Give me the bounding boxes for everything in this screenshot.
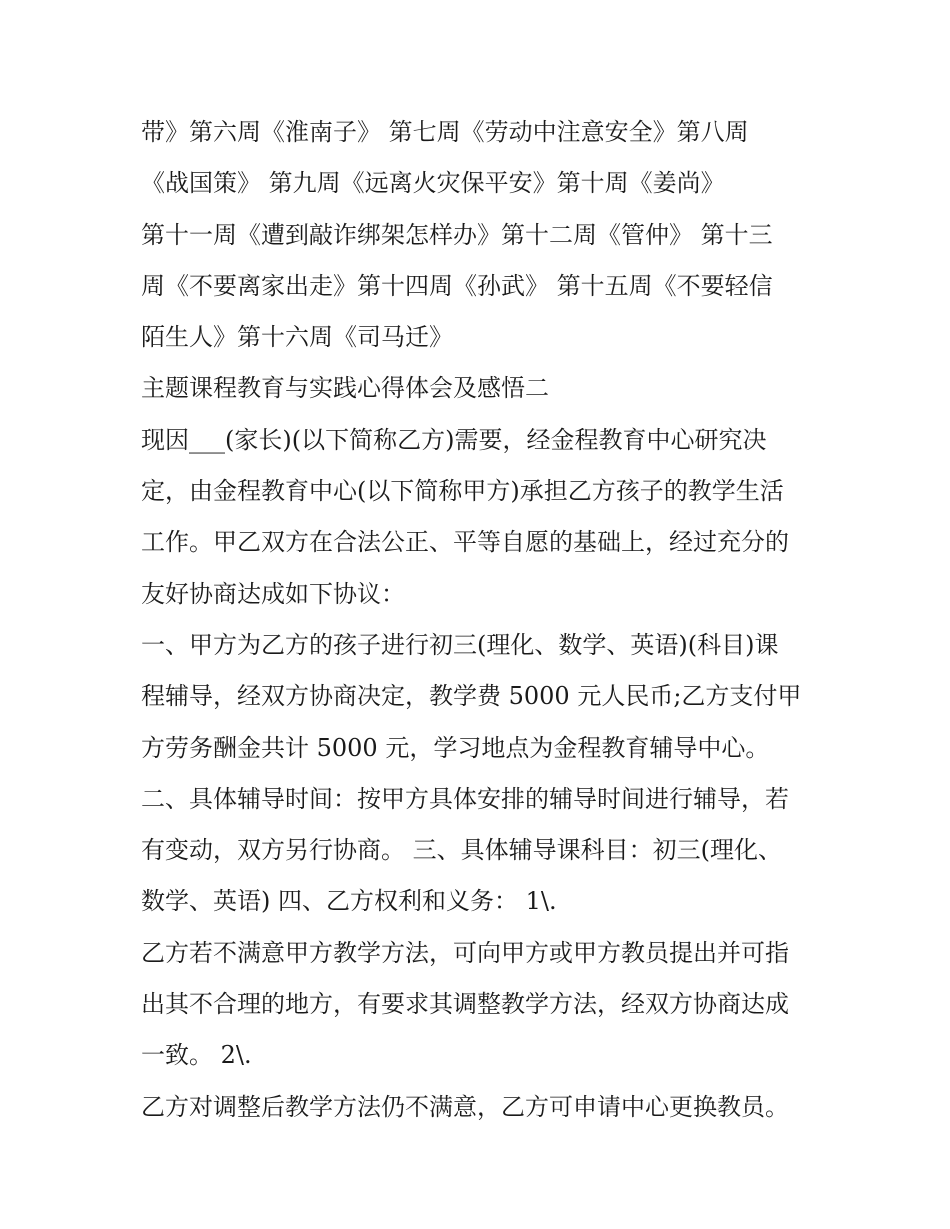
document-body [141,107,821,1133]
section-heading: 主题课程教育与实践心得体会及感悟二 [141,374,549,403]
text-line: 定，由金程教育中心(以下简称甲方)承担乙方孩子的教学生活 [141,477,784,506]
text-line: 二、具体辅导时间：按甲方具体安排的辅导时间进行辅导，若 [141,784,789,813]
text-line: 工作。甲乙双方在合法公正、平等自愿的基础上，经过充分的 [141,528,789,557]
text-line: 一、甲方为乙方的孩子进行初三(理化、数学、英语)(科目)课 [141,630,779,659]
text-line: 程辅导，经双方协商决定，教学费 5000 元人民币;乙方支付甲 [141,682,802,711]
text-line: 现因___(家长)(以下简称乙方)需要，经金程教育中心研究决 [141,425,767,454]
text-line: 第十一周《遭到敲诈绑架怎样办》第十二周《管仲》 第十三 [141,220,773,249]
text-line: 有变动，双方另行协商。 三、具体辅导课科目：初三(理化、 [141,836,782,865]
text-line: 出其不合理的地方，有要求其调整教学方法，经双方协商达成 [141,990,789,1019]
text-line: 友好协商达成如下协议： [141,579,405,608]
text-line: 周《不要离家出走》第十四周《孙武》 第十五周《不要轻信 [141,271,773,300]
text-line: 乙方若不满意甲方教学方法，可向甲方或甲方教员提出并可指 [141,938,789,967]
text-line: 带》第六周《淮南子》 第七周《劳动中注意安全》第八周 [141,118,749,146]
text-line: 一致。 2\. [141,1041,252,1070]
text-line: 数学、英语) 四、乙方权利和义务： 1\. [141,887,557,916]
text-line: 陌生人》第十六周《司马迁》 [141,323,453,352]
text-line: 方劳务酬金共计 5000 元，学习地点为金程教育辅导中心。 [141,733,770,762]
text-line: 《战国策》 第九周《远离火灾保平安》第十周《姜尚》 [141,169,725,198]
text-line: 乙方对调整后教学方法仍不满意，乙方可申请中心更换教员。 [141,1092,789,1121]
